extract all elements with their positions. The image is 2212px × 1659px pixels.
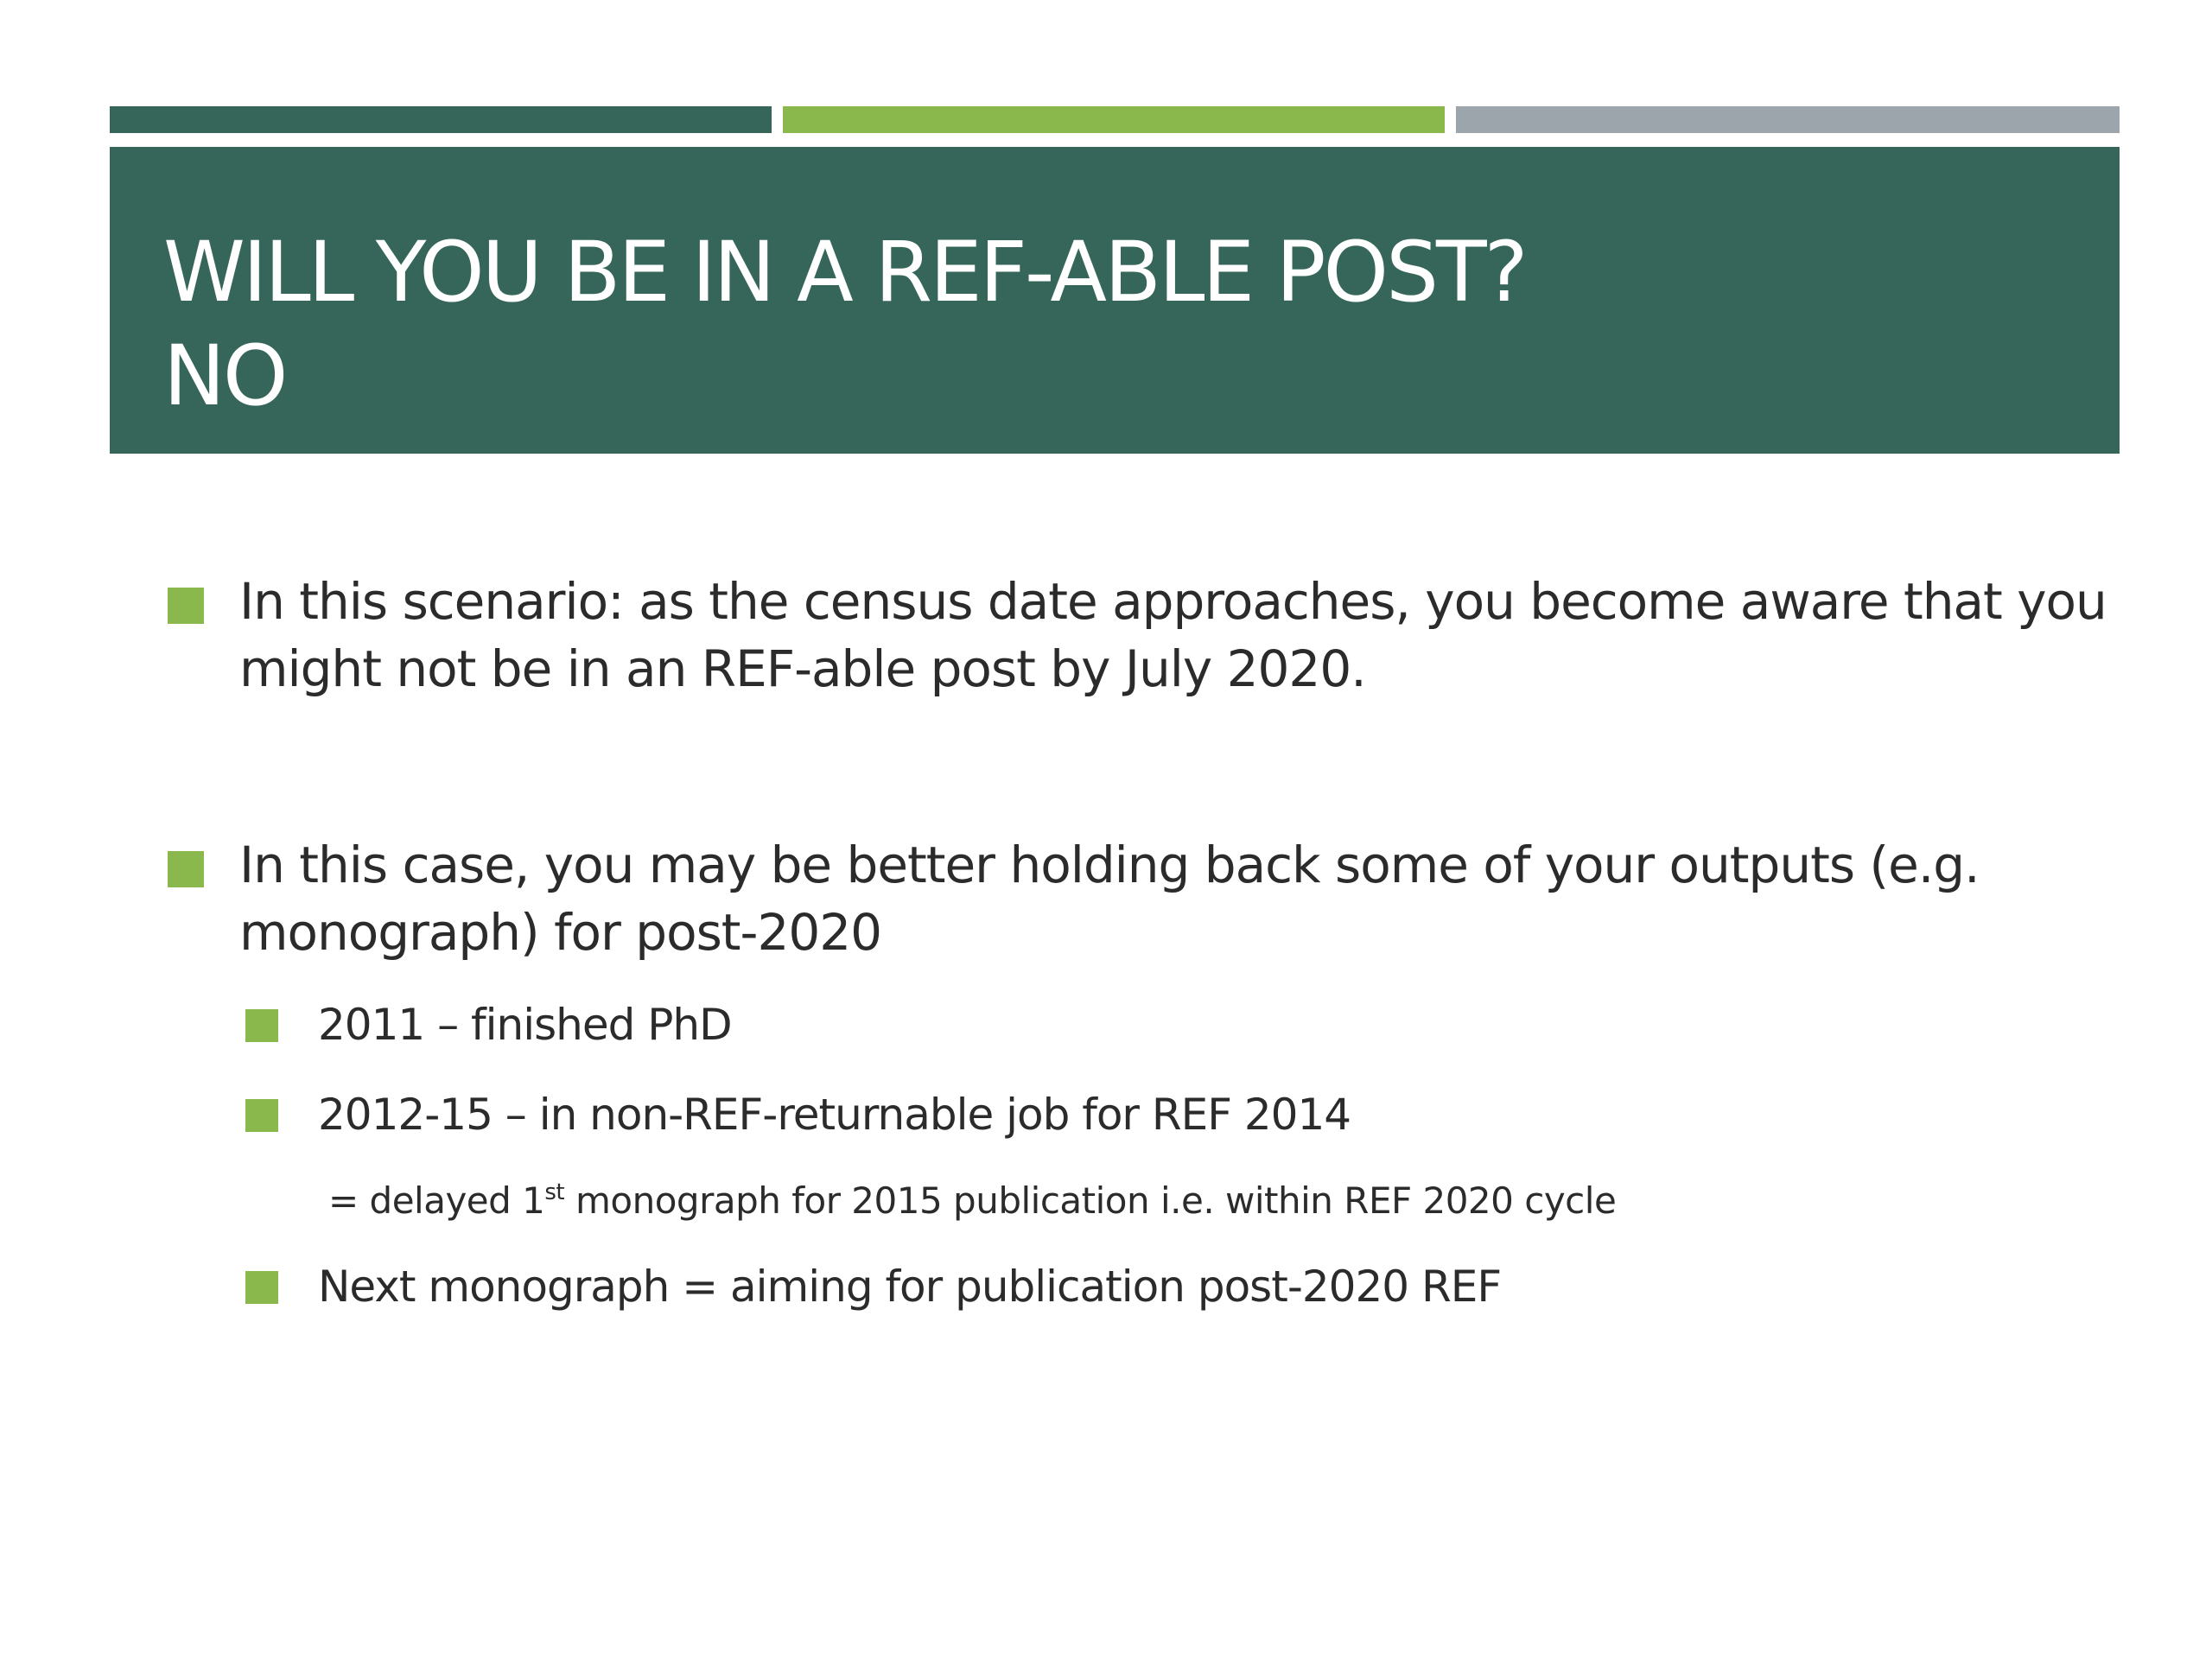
bullet-text bbox=[239, 568, 2107, 702]
sub-bullet-square-icon bbox=[245, 1099, 278, 1132]
bullet-text-line: In this scenario: as the census date approaches, you become aware that you bbox=[239, 572, 2107, 631]
bullet-square-icon bbox=[168, 851, 204, 887]
bullet-text-line: In this case, you may be better holding back some of your outputs (e.g. bbox=[239, 836, 1980, 894]
sub-bullet-text: 2011 – finished PhD bbox=[318, 1000, 732, 1050]
bullet-square-icon bbox=[168, 588, 204, 624]
slide-title-line-1: WILL YOU BE IN A REF-ABLE POST? bbox=[163, 224, 1526, 321]
note-suffix: monograph for 2015 publication i.e. within REF 2020 cycle bbox=[564, 1179, 1617, 1222]
bullet-text-line: might not be in an REF-able post by July 2020. bbox=[239, 639, 1366, 698]
sub-bullet-text: 2012-15 – in non-REF-returnable job for REF 2014 bbox=[318, 1090, 1351, 1140]
bullet-text bbox=[239, 831, 1980, 966]
note-text bbox=[328, 1177, 1616, 1230]
sub-bullet-text: Next monograph = aiming for publication post-2020 REF bbox=[318, 1262, 1502, 1312]
sub-bullet-square-icon bbox=[245, 1009, 278, 1042]
slide-title-line-2: NO bbox=[163, 327, 286, 424]
note-superscript: st bbox=[544, 1179, 565, 1205]
sub-bullet-square-icon bbox=[245, 1271, 278, 1304]
bullet-text-line: monograph) for post-2020 bbox=[239, 903, 882, 962]
note-prefix: = delayed 1 bbox=[328, 1179, 545, 1222]
